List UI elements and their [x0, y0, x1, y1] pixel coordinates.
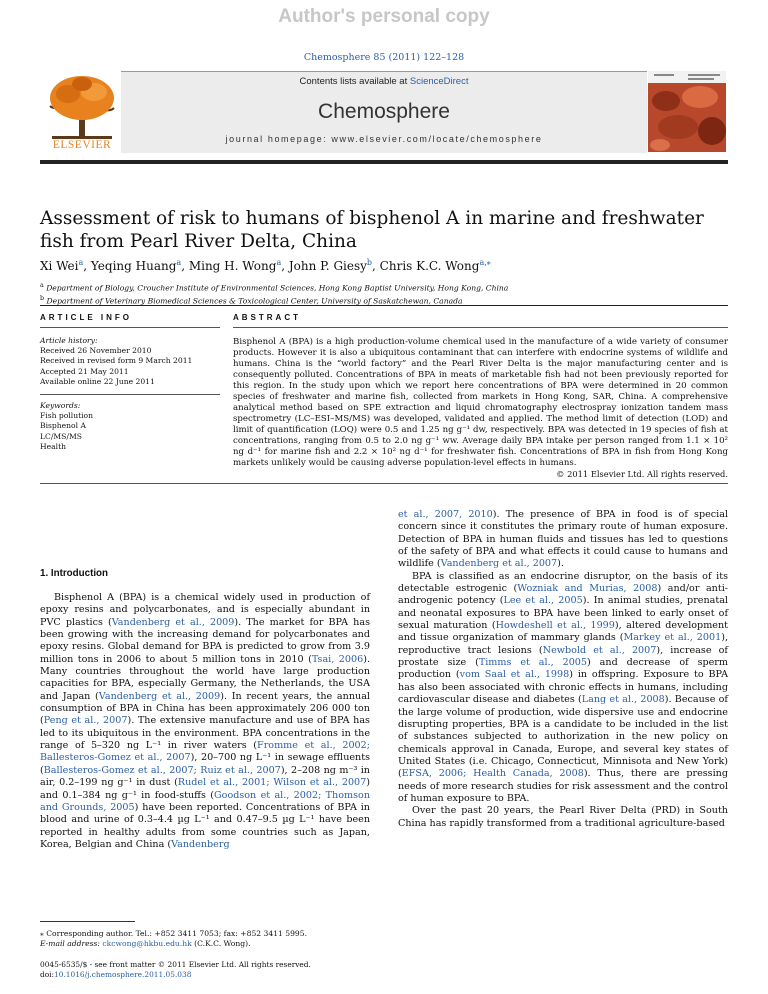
article-info-rule: [40, 327, 220, 328]
contents-line: [121, 76, 647, 87]
sciencedirect-link[interactable]: ScienceDirect: [409, 76, 469, 87]
section-heading: 1. Introduction: [40, 568, 109, 579]
author-list: Xi Wei$^a$, Yeqing Huang$^a$, Ming H. Wong$^a$, John P. Giesy$^b$, Chris K.C. Wong$^{a,⁎}$: [40, 258, 491, 273]
author-name: Yeqing Huang: [90, 259, 177, 273]
abstract-text: Bisphenol A (BPA) is a high production-volume chemical used in the manufacture of a wide variety of consumer products. However it is also a ubiquitous contaminant that can interfere with endocrine systems of wildlife and humans. China is the “world factory” and the Pearl River Delta is the major manufacturing center and is consequently polluted. Concentrations of BPA in meats of marketable fish had not been previously reported for this region. In the study upon which we report here concentrations of BPA were determined in 20 common species of freshwater and marine fish, collected from markets in Hong Kong, SAR, China. A comprehensive analytical method based on SPE extraction and liquid chromatography electrospray ionization tandem mass spectrometry (LC–ESI–MS/MS) was developed, validated and applied. The method limit of detection (LOD) and limit of quantification (LOQ) were 0.5 and 1.25 ng g⁻¹ dw, respectively. BPA was detected in 19 species of fish at concentrations, ranging from 0.5 to 2.0 ng g⁻¹ ww. Average daily BPA intake per person ranged from 1.1 × 10² ng d⁻¹ for marine fish and 2.2 × 10² ng d⁻¹ for freshwater fish. Concentrations of BPA in fish from Hong Kong markets unlikely would be causing adverse population-level effects in humans.: [233, 337, 728, 468]
citation-link[interactable]: Peng et al., 2007: [43, 715, 128, 727]
citation-link[interactable]: Vandenberg et al., 2007: [440, 558, 558, 570]
citation-link[interactable]: vom Saal et al., 1998: [459, 669, 570, 681]
abstract-rule: [233, 327, 728, 328]
citation-link[interactable]: EFSA, 2006; Health Canada, 2008: [401, 768, 584, 780]
citation-link[interactable]: Vandenberg et al., 2009: [98, 690, 221, 702]
elsevier-logo: [44, 72, 120, 152]
author-name: John P. Giesy: [288, 259, 367, 273]
affiliation-item: $^a$ Department of Biology, Croucher Institute of Environmental Sciences, Hong Kong Baptist University, Hong Kong, China: [40, 282, 509, 293]
citation-link[interactable]: Tsai, 2006: [311, 653, 364, 665]
corresponding-author-footnote: [40, 929, 370, 949]
paragraph: et al., 2007, 2010). The presence of BPA in food is of special concern since it constitutes the primary route of human exposure. Detection of BPA in human fluids and tissues has led to questions of the safety of BPA and what effects it could cause to humans and wildlife (Vandenberg et al., 2007).: [398, 509, 729, 570]
journal-homepage-link[interactable]: journal homepage: www.elsevier.com/locate/chemosphere: [225, 134, 543, 144]
email-link[interactable]: ckcwong@hkbu.edu.hk: [102, 939, 192, 948]
citation-link[interactable]: Howdeshell et al., 1999: [495, 620, 615, 632]
article-info-heading: ARTICLE INFO: [40, 313, 132, 322]
copyright: © 2011 Elsevier Ltd. All rights reserved.: [556, 469, 728, 479]
issn-info: [40, 960, 380, 980]
author-affiliation-mark[interactable]: a: [276, 258, 282, 267]
article-history: [40, 336, 220, 387]
journal-citation-link[interactable]: Chemosphere 85 (2011) 122–128: [303, 52, 465, 63]
author-name: Chris K.C. Wong: [379, 259, 480, 273]
affiliations: [40, 281, 740, 306]
history-item: Received 26 November 2010: [40, 346, 152, 356]
citation-link[interactable]: et al., 2007, 2010: [398, 509, 493, 520]
author-affiliation-mark[interactable]: a: [176, 258, 182, 267]
contents-prefix: Contents lists available at: [299, 76, 410, 87]
citation-link[interactable]: Fromme et al., 2002; Ballesteros-Gomez et al., 2007: [40, 740, 370, 764]
footnote-rule: [40, 921, 135, 922]
history-item: Received in revised form 9 March 2011: [40, 356, 193, 366]
abstract-bottom-rule: [40, 483, 728, 484]
citation-link[interactable]: Vandenberg et al., 2009: [111, 616, 235, 628]
citation-link[interactable]: Lee et al., 2005: [503, 595, 583, 607]
citation-link[interactable]: Newbold et al., 2007: [542, 644, 657, 656]
citation-link[interactable]: Wozniak and Murias, 2008: [517, 583, 658, 595]
author-name: Xi Wei: [40, 259, 79, 273]
author-affiliation-mark[interactable]: b: [366, 258, 373, 267]
header-divider: [40, 160, 728, 164]
journal-title: Chemosphere: [318, 100, 450, 123]
issn-line: 0045-6535/$ - see front matter © 2011 Elsevier Ltd. All rights reserved.: [40, 960, 311, 969]
keywords-label: Keywords:: [40, 401, 81, 410]
keyword-item: LC/MS/MS: [40, 431, 82, 441]
author-affiliation-mark[interactable]: a: [78, 258, 84, 267]
author-name: Ming H. Wong: [188, 259, 277, 273]
citation-link[interactable]: Lang et al., 2008: [581, 694, 665, 706]
keywords: [40, 401, 220, 452]
affiliation-item: $^b$ Department of Veterinary Biomedical Sciences & Toxicological Center, University of Saskatchewan, Canada: [40, 294, 463, 306]
history-item: Accepted 21 May 2011: [40, 366, 129, 376]
keyword-item: Bisphenol A: [40, 421, 86, 431]
citation-link[interactable]: Rudel et al., 2001; Wilson et al., 2007: [177, 777, 367, 789]
citation-link[interactable]: Goodson et al., 2002; Thomson and Grounds, 2005: [40, 789, 370, 813]
body-column-left: [40, 592, 370, 851]
footnote-email-line: E-mail address: ckcwong@hkbu.edu.hk (C.K.C. Wong).: [40, 939, 251, 948]
doi-link[interactable]: 10.1016/j.chemosphere.2011.05.038: [54, 970, 192, 979]
paragraph: Over the past 20 years, the Pearl River Delta (PRD) in South China has rapidly transformed from a traditional agriculture-based: [398, 805, 728, 829]
paragraph: Bisphenol A (BPA) is a chemical widely used in production of epoxy resins and polycarbonates, and is especially abundant in PVC plastics (Vandenberg et al., 2009). The market for BPA has been growing with the increasing demand for polycarbonates and epoxy resins. Global demand for BPA is predicted to grow from 3.9 million tons in 2006 to about 5 million tons in 2010 (Tsai, 2006). Many countries throughout the world have large production capacities for BPA, especially Germany, the Netherlands, the USA and Japan (Vandenberg et al., 2009). In recent years, the annual consumption of BPA in China has been approximately 206 000 ton (Peng et al., 2007). The extensive manufacture and use of BPA has led to its ubiquitous in the environment. BPA concentrations in the range of 5–320 ng L⁻¹ in river waters (Fromme et al., 2002; Ballesteros-Gomez et al., 2007), 20–700 ng L⁻¹ in sewage effluents (Ballesteros-Gomez et al., 2007; Ruiz et al., 2007), 2–208 ng m⁻³ in air, 0.2–199 ng g⁻¹ in dust (Rudel et al., 2001; Wilson et al., 2007) and 0.1–384 ng g⁻¹ in food-stuffs (Goodson et al., 2002; Thomson and Grounds, 2005) have been reported. Concentrations of BPA in blood and urine of 0.3–4.4 µg L⁻¹ and 0.47–9.5 µg L⁻¹ have been reported in healthy adults from some countries such as Japan, Korea, Belgian and China (Vandenberg: [40, 592, 371, 850]
article-history-label: Article history:: [40, 336, 98, 345]
citation-link[interactable]: Timms et al., 2005: [478, 657, 588, 669]
body-column-right: [398, 509, 728, 830]
citation-link[interactable]: Markey et al., 2001: [623, 632, 722, 644]
affiliation-divider: [40, 305, 728, 306]
author-copy-watermark: Author's personal copy: [278, 6, 490, 27]
history-item: Available online 22 June 2011: [40, 376, 155, 386]
doi-line: doi:10.1016/j.chemosphere.2011.05.038: [40, 970, 192, 979]
paragraph: BPA is classified as an endocrine disruptor, on the basis of its detectable estrogenic (Wozniak and Murias, 2008) and/or anti-androgenic potency (Lee et al., 2005). In animal studies, prenatal and neonatal exposures to BPA have been linked to early onset of sexual maturation (Howdeshell et al., 1999), altered development and tissue organization of mammary glands (Markey et al., 2001), reproductive tract lesions (Newbold et al., 2007), increase of prostate size (Timms et al., 2005) and decrease of sperm production (vom Saal et al., 1998) in offspring. Exposure to BPA has also been associated with chronic effects in humans, including cardiovascular disease and diabetes (Lang et al., 2008). Because of the large volume of production, wide dispersive use and endocrine disrupting properties, BPA is a candidate to be included in the list of substances subjected to authorization in the new policy on chemicals approval in Canada, Europe, and several key states of United States (i.e. Chicago, Connecticut, Minnisota and New York) (EFSA, 2006; Health Canada, 2008). Thus, there are pressing needs of more research studies for risk assessment and the control of human exposure to BPA.: [398, 570, 729, 804]
elsevier-wordmark: ELSEVIER: [52, 139, 112, 151]
keyword-item: Health: [40, 441, 67, 451]
author-affiliation-mark[interactable]: a,⁎: [479, 258, 491, 267]
keyword-item: Fish pollution: [40, 411, 94, 421]
footnote-contact: ⁎ Corresponding author. Tel.: +852 3411 7053; fax: +852 3411 5995.: [40, 929, 308, 938]
citation-link[interactable]: Vandenberg: [171, 838, 230, 850]
citation-link[interactable]: Ballesteros-Gomez et al., 2007; Ruiz et al., 2007: [43, 764, 281, 776]
keywords-rule: [40, 394, 220, 395]
article-title: Assessment of risk to humans of bisphenol A in marine and freshwater fish from Pearl River Delta, China: [40, 208, 704, 252]
journal-cover-image: [648, 71, 726, 152]
abstract-heading: ABSTRACT: [233, 313, 301, 322]
